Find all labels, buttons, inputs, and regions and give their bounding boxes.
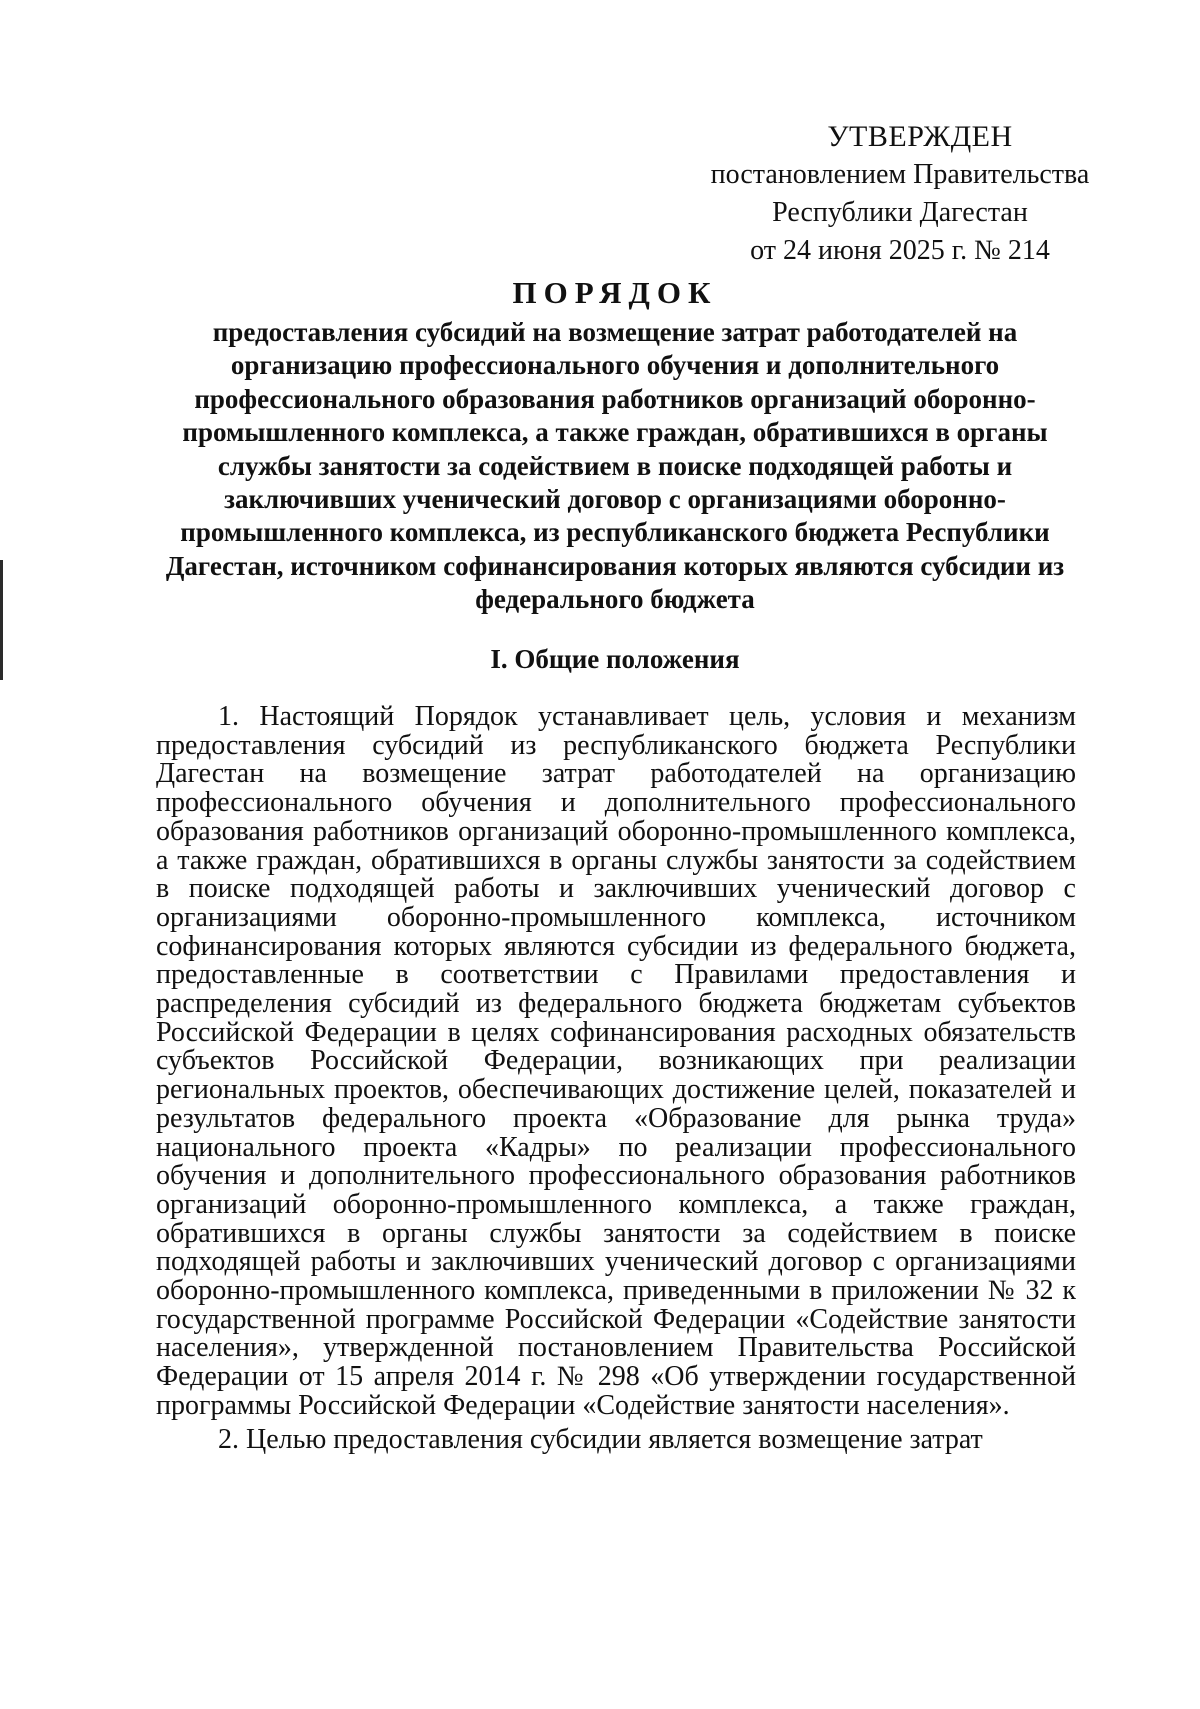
approval-line-3: от 24 июня 2025 г. № 214 bbox=[750, 235, 1050, 266]
approval-title: УТВЕРЖДЕН bbox=[827, 120, 1013, 153]
approval-line-2: Республики Дагестан bbox=[772, 197, 1028, 228]
approval-block bbox=[690, 118, 1110, 270]
paragraph-1: 1. Настоящий Порядок устанавливает цель, условия и механизм предоставления субсидий из республиканского бюджета Республики Дагестан на возмещение затрат работодателей на организацию профессионального обучения и дополнительного профессионального образования работников организаций оборонно-промышленного комплекса, а также граждан, обратившихся в органы службы занятости за содействием в поиске подходящей работы и заключивших ученический договор с организациями оборонно-промышленного комплекса, источником софинансирования которых являются субсидии из федерального бюджета, предоставленные в соответствии с Правилами предоставления и распределения субсидий из федерального бюджета бюджетам субъектов Российской Федерации в целях софинансирования расходных обязательств субъектов Российской Федерации, возникающих при реализации региональных проектов, обеспечивающих достижение целей, показателей и результатов федерального проекта «Образование для рынка труда» национального проекта «Кадры» по реализации профессионального обучения и дополнительного профессионального образования работников организаций оборонно-промышленного комплекса, а также граждан, обратившихся в органы службы занятости за содействием в поиске подходящей работы и заключивших ученический договор с организациями оборонно-промышленного комплекса, приведенными в приложении № 32 к государственной программе Российской Федерации «Содействие занятости населения», утвержденной постановлением Правительства Российской Федерации от 15 апреля 2014 г. № 298 «Об утверждении государственной программы Российской Федерации «Содействие занятости населения». bbox=[156, 701, 1076, 1421]
document-subtitle: предоставления субсидий на возмещение затрат работодателей на организацию профессионального обучения и дополнительного профессионального образования работников организаций оборонно-промышленного комплекса, а также граждан, обратившихся в органы службы занятости за содействием в поиске подходящей работы и заключивших ученический договор с организациями оборонно-промышленного комплекса, из республиканского бюджета Республики Дагестан, источником софинансирования которых являются субсидии из федерального бюджета bbox=[165, 317, 1065, 615]
approval-line-1: постановлением Правительства bbox=[710, 159, 1090, 190]
paragraph-2: 2. Целью предоставления субсидии является возмещение затрат bbox=[218, 1423, 983, 1455]
document-title: ПОРЯДОК bbox=[512, 275, 718, 310]
document-body bbox=[156, 703, 1076, 1454]
section-heading: I. Общие положения bbox=[490, 644, 740, 674]
